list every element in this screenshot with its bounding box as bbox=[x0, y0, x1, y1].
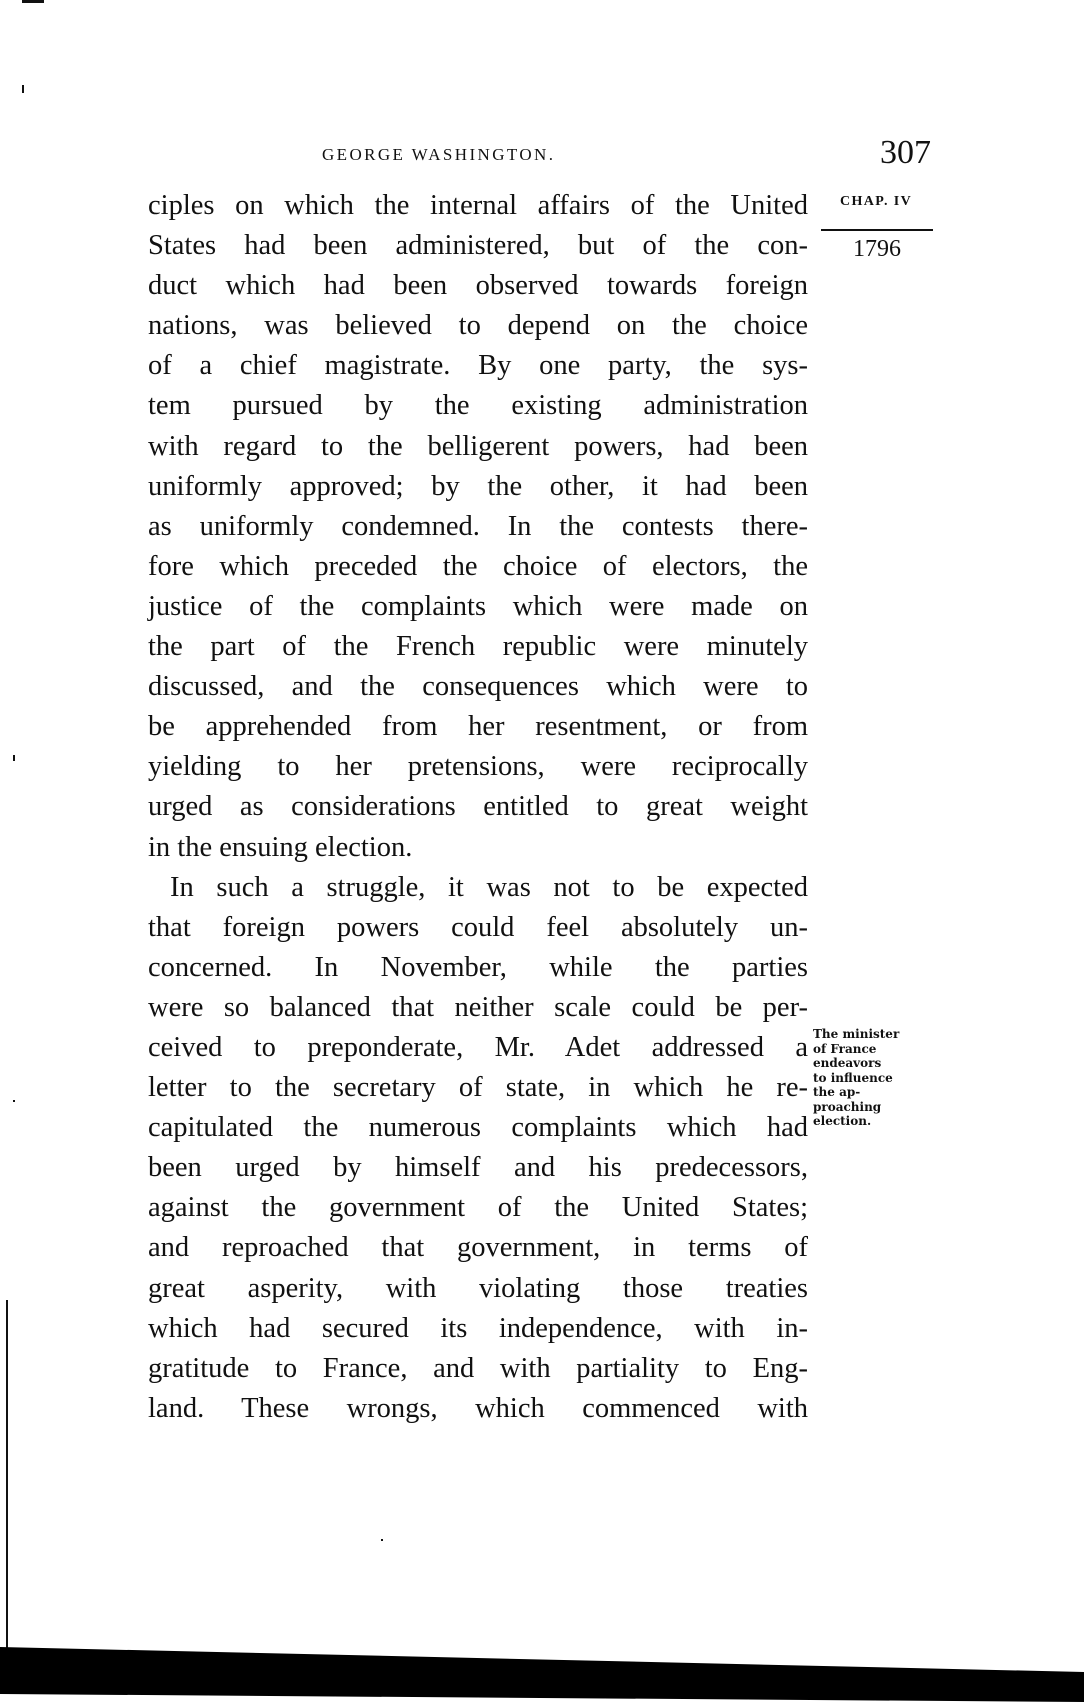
text-line: which had secured its independence, with in- bbox=[148, 1312, 808, 1344]
scan-speck bbox=[22, 85, 24, 93]
margin-note bbox=[813, 1027, 943, 1129]
text-line: In such a struggle, it was not to be expected bbox=[170, 871, 808, 903]
margin-note-line: of France bbox=[813, 1041, 877, 1056]
chapter-rule bbox=[821, 229, 933, 231]
text-line: ceived to preponderate, Mr. Adet addressed a bbox=[148, 1031, 808, 1063]
page-number: 307 bbox=[880, 134, 931, 171]
text-line: of a chief magistrate. By one party, the sys- bbox=[148, 350, 808, 382]
text-line: justice of the complaints which were made on bbox=[148, 590, 808, 622]
margin-note-line: to influence bbox=[813, 1070, 893, 1085]
text-line: against the government of the United States; bbox=[148, 1192, 808, 1224]
text-line: yielding to her pretensions, were reciprocally bbox=[148, 751, 808, 783]
text-line: been urged by himself and his predecessors, bbox=[148, 1152, 808, 1184]
text-line: land. These wrongs, which commenced with bbox=[148, 1392, 808, 1424]
paragraph-2 bbox=[148, 868, 808, 1429]
body-text bbox=[148, 186, 808, 1429]
text-line: uniformly approved; by the other, it had been bbox=[148, 470, 808, 502]
text-line: as uniformly condemned. In the contests there- bbox=[148, 510, 808, 542]
text-line: with regard to the belligerent powers, had been bbox=[148, 430, 808, 462]
text-line: gratitude to France, and with partiality to Eng- bbox=[148, 1352, 808, 1384]
margin-note-line: The minister bbox=[813, 1027, 900, 1041]
text-line: the part of the French republic were minutely bbox=[148, 631, 808, 663]
margin-note-line: proaching bbox=[813, 1099, 882, 1114]
text-line: be apprehended from her resentment, or from bbox=[148, 711, 808, 743]
scan-speck bbox=[381, 1539, 383, 1541]
text-line: ciples on which the internal affairs of the United bbox=[148, 190, 808, 221]
text-line: in the ensuing election. bbox=[148, 831, 413, 863]
text-line: were so balanced that neither scale could be per- bbox=[148, 991, 808, 1023]
scan-speck bbox=[13, 1100, 15, 1102]
text-line: nations, was believed to depend on the choice bbox=[148, 310, 808, 342]
chapter-year: 1796 bbox=[853, 236, 901, 262]
chapter-label: CHAP. IV bbox=[840, 194, 913, 209]
running-title: GEORGE WASHINGTON. bbox=[322, 145, 556, 164]
margin-note-line: the ap- bbox=[813, 1085, 861, 1099]
text-line: great asperity, with violating those treaties bbox=[148, 1272, 808, 1304]
margin-note-line: election. bbox=[813, 1114, 872, 1128]
text-line: duct which had been observed towards foreign bbox=[148, 270, 808, 302]
scan-speck bbox=[13, 755, 15, 761]
text-line: urged as considerations entitled to great weight bbox=[148, 791, 808, 823]
text-line: tem pursued by the existing administration bbox=[148, 390, 808, 422]
scan-left-edge-line bbox=[6, 1300, 8, 1655]
text-line: that foreign powers could feel absolutely un- bbox=[148, 911, 808, 943]
text-line: concerned. In November, while the parties bbox=[148, 951, 808, 983]
paragraph-1 bbox=[148, 186, 808, 868]
text-line: States had been administered, but of the con- bbox=[148, 230, 808, 262]
text-line: letter to the secretary of state, in which he re- bbox=[148, 1072, 808, 1104]
text-line: and reproached that government, in terms of bbox=[148, 1232, 808, 1264]
text-line: discussed, and the consequences which were to bbox=[148, 671, 808, 703]
margin-note-line: endeavors bbox=[813, 1056, 882, 1070]
text-line: capitulated the numerous complaints which had bbox=[148, 1112, 808, 1144]
scan-bottom-shadow bbox=[0, 1640, 1084, 1708]
text-line: fore which preceded the choice of electors, the bbox=[148, 550, 808, 582]
scan-artifact-top bbox=[22, 0, 44, 3]
